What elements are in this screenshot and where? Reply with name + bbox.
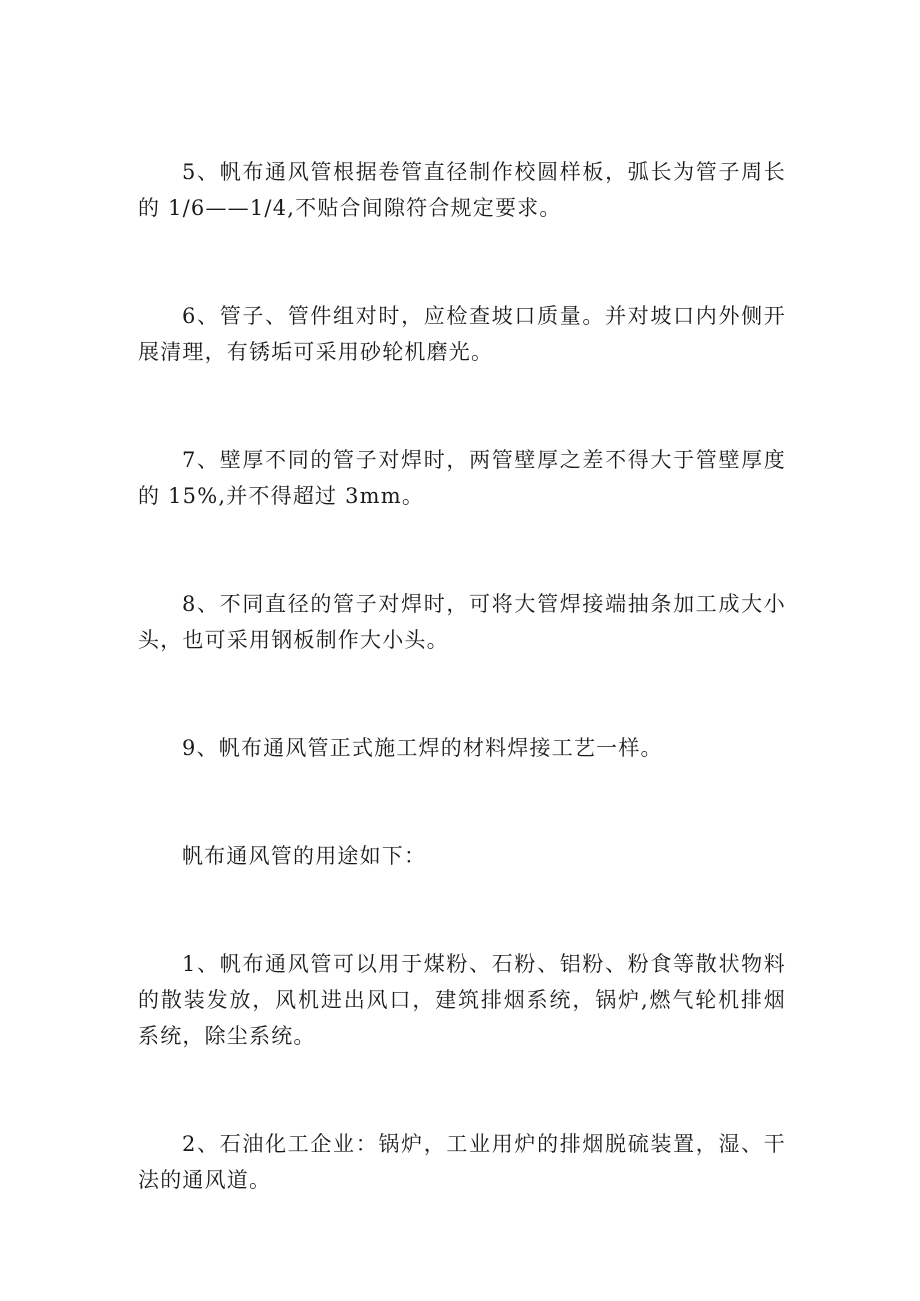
paragraph-use-1: 1、帆布通风管可以用于煤粉、石粉、铝粉、粉食等散状物料的散装发放，风机进出风口，建筑排烟系统，锅炉,燃气轮机排烟系统，除尘系统。	[138, 952, 786, 1048]
paragraph-item-8: 8、不同直径的管子对焊时，可将大管焊接端抽条加工成大小头，也可采用钢板制作大小头。	[138, 592, 786, 652]
section-heading-uses: 帆布通风管的用途如下：	[182, 844, 427, 868]
paragraph-item-9: 9、帆布通风管正式施工焊的材料焊接工艺一样。	[182, 736, 663, 760]
paragraph-item-6: 6、管子、管件组对时，应检查坡口质量。并对坡口内外侧开展清理，有锈垢可采用砂轮机磨光。	[138, 304, 786, 364]
paragraph-item-7: 7、壁厚不同的管子对焊时，两管壁厚之差不得大于管壁厚度的 15%,并不得超过 3mm。	[138, 448, 786, 508]
paragraph-use-2: 2、石油化工企业：锅炉，工业用炉的排烟脱硫装置，湿、干法的通风道。	[138, 1132, 786, 1192]
paragraph-item-5: 5、帆布通风管根据卷管直径制作校圆样板，弧长为管子周长的 1/6——1/4,不贴合间隙符合规定要求。	[138, 160, 786, 220]
